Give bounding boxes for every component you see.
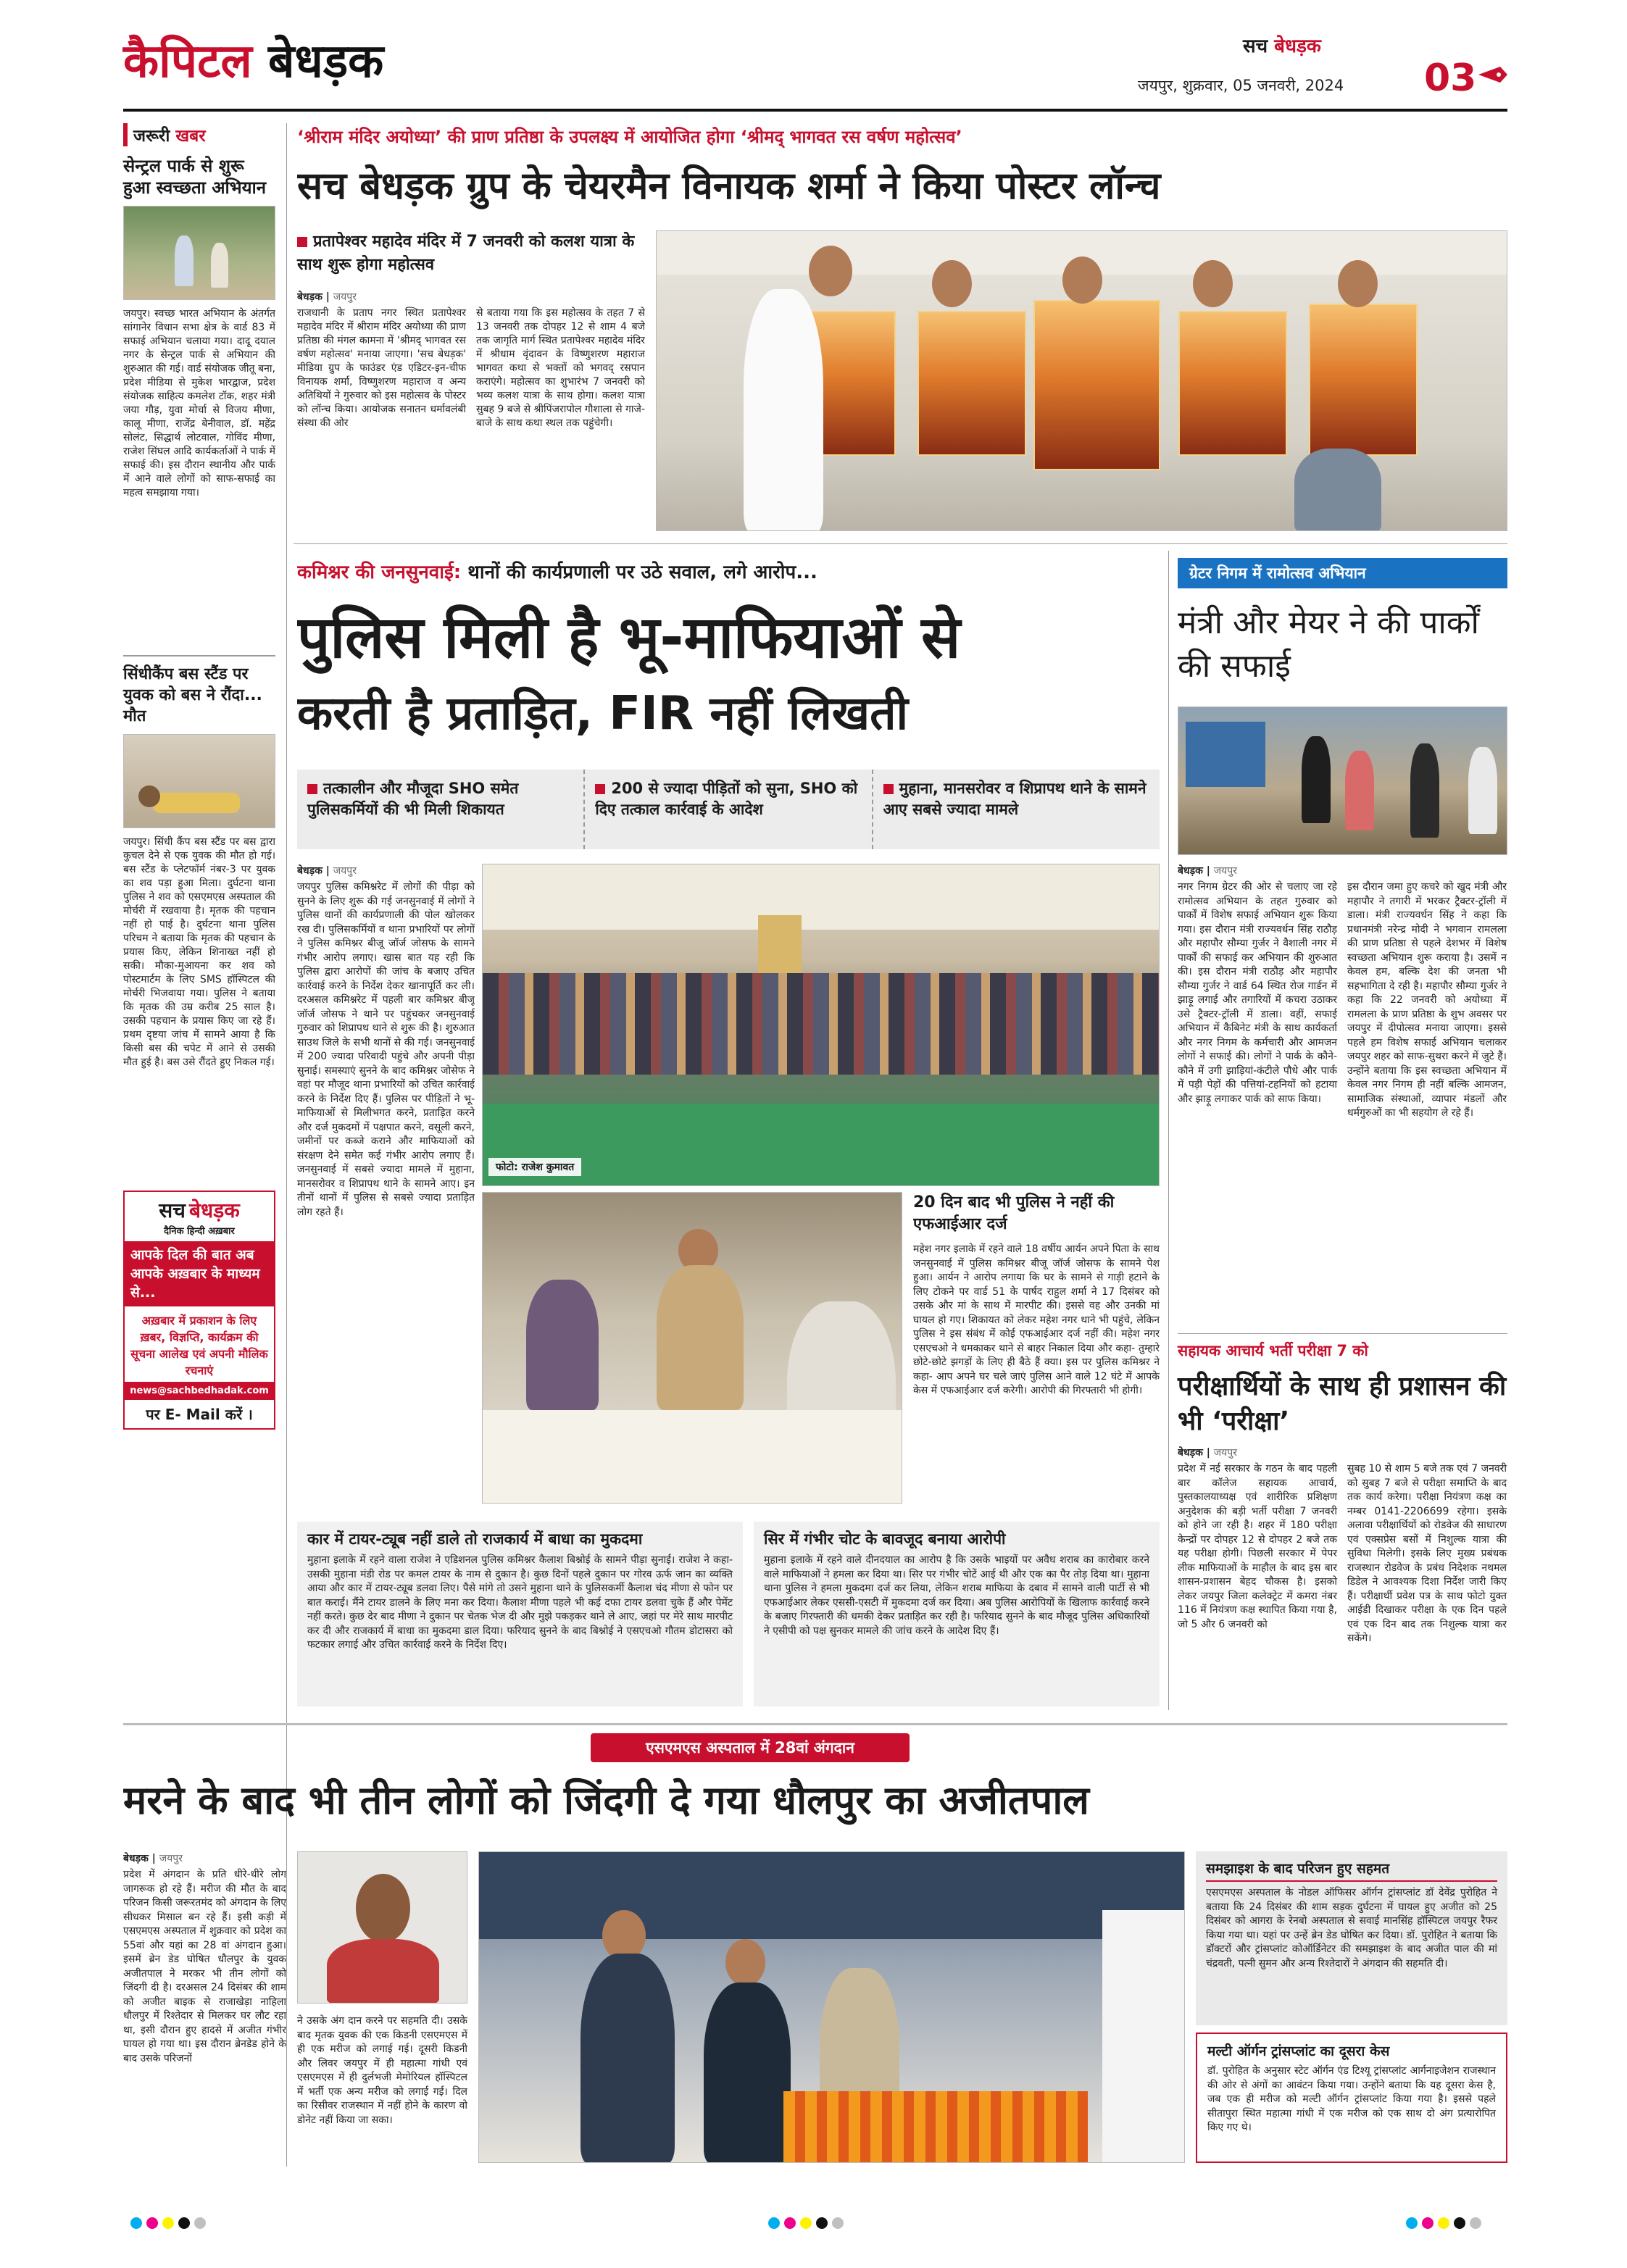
police-points	[297, 770, 1160, 849]
page-number: 03	[1424, 57, 1477, 100]
police-headline-line2[interactable]: करती है प्रताड़ित, FIR नहीं लिखती	[297, 687, 909, 741]
exam-top-rule	[1178, 1333, 1507, 1334]
police-sub2-headline[interactable]: सिर में गंभीर चोट के बावजूद बनाया आरोपी	[764, 1530, 1006, 1548]
police-sub1-body: मुहाना इलाके में रहने वाला राजेश ने एडिशनल पुलिस कमिश्नर कैलाश बिश्नोई के सामने पीड़ा सुनाई। राजेश ने कहा- उसकी मुहाना मंडी रोड पर कमल टायर के नाम से दुकान है। कुछ दिनों पहले दुकान पर गोरव ऊर्फ जान का व्यक्ति आया और कार में टायर-ट्यूब डलवा लिए। पैसे मांगे तो उसने मुहाना थाने के पुलिसकर्मी कैलाश चंद मीणा से फोन पर बात कराई। मैंने टायर डालने के लिए मना कर दिया। कैलाश मीणा पहले भी कई दफा टायर डलवा चुके हैं और पेमेंट नहीं करते। कुछ देर बाद मीणा ने दुकान पर चेतक भेज दी और मुझे पकड़कर थाने ले आए, जहां पर मेरे साथ मारपीट कर दी और राजकार्य में बाधा का मुकदमा डाल दिया। फरियाद सुनने के बाद बिश्नोई ने एसएचओ गौतम डोटासरा को फटकार लगाई और उचित कार्रवाई करने के निर्देश दिए।	[307, 1554, 733, 1651]
police-point-2	[585, 770, 873, 849]
organ-box1-body: एसएमएस अस्पताल के नोडल ऑफिसर ऑर्गन ट्रांसप्लांट डॉ देवेंद्र पुरोहित ने बताया कि 24 दिसंबर की शाम सड़क दुर्घटना में घायल हुए अजीत को 25 दिसंबर को आगरा के रेनबो अस्पताल से सवाई मानसिंह हॉस्पिटल जयपुर रैफर किया गया था। यहां पर उन्हें ब्रेन डेड घोषित कर दिया। डॉ. पुरोहित ने बताया कि डॉक्टरों और ट्रांसप्लांट कोऑर्डिनेटर की समझाइश के बाद अजीत पाल की मां चंद्रवती, पत्नी सुमन और अन्य रिश्तेदारों ने अंगदान की सहमति दी।	[1206, 1887, 1497, 1969]
byline-name: बेधड़क	[1178, 865, 1203, 877]
byline-place: जयपुर	[333, 291, 357, 303]
byline-place: जयपुर	[1213, 1447, 1237, 1459]
sidebar-story2-headline[interactable]: सिंधीकैंप बस स्टैंड पर युवक को बस ने रौंदा... मौत	[123, 665, 262, 725]
byline-place: जयपुर	[1213, 865, 1237, 877]
promo-subhead: अख़बार में प्रकाशन के लिए ख़बर, विज्ञप्ति, कार्यक्रम की सूचना आलेख एवं अपनी मौलिक रचनाएं	[130, 1314, 268, 1377]
organ-box2-title: मल्टी ऑर्गन ट्रांसप्लांट का दूसरा केस	[1207, 2043, 1390, 2059]
greater-col1: नगर निगम ग्रेटर की ओर से चलाए जा रहे रामोत्सव अभियान के तहत गुरुवार को पार्कों में विशेष सफाई अभियान शुरू किया गया। इस दौरान मंत्री राज्यवर्धन सिंह राठौड़ और महापौर सौम्या गुर्जर ने वैशाली नगर में पार्कों की सफाई कर अभियान की शुरुआत की। इस दौरान मंत्री राठौड़ और महापौर सौम्या गुर्जर ने वार्ड 64 स्थित रोज गार्डन में झाड़ू लगाई और तगारियों में कचरा उठाकर उसे ट्रैक्टर-ट्रॉली में डाला। वहीं, सफाई अभियान में कैबिनेट मंत्री के साथ कार्यकर्ता और नगर निगम के कर्मचारी और आमजन लोगों ने सफाई की। लोगों ने पार्क के कौने-कौने में उगी झाड़ियां-कंटीले पौधे और पार्क में पड़ी पेड़ों की पत्तियां-टहनियों को हटाया और झाड़ू लगाकर पार्क को साफ किया।	[1178, 881, 1337, 1105]
police-sub1	[297, 1522, 743, 1706]
lead-byline: बेधड़क | जयपुर	[297, 291, 357, 303]
greater-photo-cleaning	[1178, 706, 1507, 855]
lead-body	[297, 290, 645, 529]
right-column-divider	[1168, 551, 1169, 1710]
police-kicker-text: थानों की कार्यप्रणाली पर उठे सवाल, लगे आरोप...	[467, 562, 817, 583]
promo-email-suffix: पर E- Mail करें ।	[146, 1406, 253, 1423]
exam-col1: प्रदेश में नई सरकार के गठन के बाद पहली बार कॉलेज सहायक आचार्य, पुस्तकालयाध्यक्ष एवं शारीरिक प्रशिक्षण अनुदेशक की बड़ी भर्ती परीक्षा 7 जनवरी को होने जा रही है। शहर में 180 परीक्षा केन्द्रों पर दोपहर 12 से दोपहर 2 बजे तक यह परीक्षा होगी। पिछली सरकार में पेपर लीक माफियाओं के माहौल के बाद इस बार शासन-प्रशासन बेहद चौकस है। इसको लेकर जयपुर जिला कलेक्ट्रेट में कमरा नंबर 116 में नियंत्रण कक्ष स्थापित किया गया है, जो 5 और 6 जनवरी को	[1178, 1463, 1337, 1630]
greater-headline[interactable]: मंत्री और मेयर ने की पार्कों की सफाई	[1178, 604, 1479, 685]
organ-photo-tribute	[478, 1851, 1185, 2163]
brand-prefix: सच	[1243, 36, 1268, 57]
pen-nib-icon	[1478, 65, 1507, 84]
police-box-body: महेश नगर इलाके में रहने वाले 18 वर्षीय आर्यन अपने पिता के साथ जनसुनवाई में पुलिस कमिश्नर बीजू जॉर्ज जोसफ के सामने पेश हुआ। आर्यन ने आरोप लगाया कि घर के सामने से गाड़ी हटाने के लिए टोकने पर वार्ड 51 के पार्षद राहुल शर्मा ने 17 दिसंबर को उसके और मां के साथ में मारपीट की। इससे वह और उनकी मां घायल हो गए। शिकायत को लेकर महेश नगर थाने भी पहुंचे, लेकिन पुलिस ने इस संबंध में कोई एफआईआर दर्ज नहीं की। महेश नगर एसएचओ ने धमकाकर थाने से बाहर निकाल दिया और कहा- तुम्हारे छोटे-छोटे झगड़ों के लिए ही बैठे हैं क्या। इस पर पुलिस कमिश्नर ने कहा- आप अपने घर चले जाएं पुलिस आने वाले 12 घंटे में आपके केस में एफआईआर दर्ज करेगी। आरोपी की गिरफ्तारी भी होगी।	[913, 1243, 1160, 1396]
lead-col2: से बताया गया कि इस महोत्सव के तहत 7 से 13 जनवरी तक दोपहर 12 से शाम 4 बजे तक जागृति मार्ग स्थित प्रतापेश्वर महादेव मंदिर में श्रीधाम वृंदावन के विष्णुशरण महाराज भागवत कथा से भक्तों को भगवद् रसपान कराएंगे। महोत्सव का शुभारंभ 7 जनवरी को भव्य कलश यात्रा के साथ होगा। कलश यात्रा सुबह 9 बजे से श्रीपिंजरापोल गौशाला से गाजे-बाजे के साथ कथा स्थल तक पहुंचेगी।	[476, 307, 645, 429]
byline-name: बेधड़क	[297, 291, 323, 303]
lead-bottom-rule	[294, 543, 1507, 544]
police-point-2-text: 200 से ज्यादा पीड़ितों को सुना, SHO को दिए तत्काल कार्रवाई के आदेश	[595, 780, 858, 818]
promo-tagline: दैनिक हिन्दी अख़बार	[164, 1226, 235, 1237]
organ-col2: ने उसके अंग दान करने पर सहमति दी। उसके बाद मृतक युवक की एक किडनी एसएमएस में ही एक मरीज को लगाई गई। दूसरी किडनी और लिवर जयपुर में ही महात्मा गांधी एवं एसएमएस में ही दुर्लभजी मेमोरियल हॉस्पिटल में भर्ती एक अन्य मरीज को लगाई गई। दिल का रिसीवर राजस्थान में नहीं होने के कारण वो डोनेट नहीं किया जा सका।	[297, 2015, 467, 2126]
police-byline: बेधड़क | जयपुर	[297, 865, 357, 877]
organ-box1-title: समझाइश के बाद परिजन हुए सहमत	[1206, 1859, 1497, 1882]
police-body-column	[297, 864, 475, 1501]
registration-marks-left	[130, 2217, 210, 2232]
exam-kicker: सहायक आचार्य भर्ती परीक्षा 7 को	[1178, 1342, 1368, 1359]
organ-byline: बेधड़क | जयपुर	[123, 1853, 183, 1864]
police-photo-hearing	[482, 1192, 902, 1504]
exam-headline[interactable]: परीक्षार्थियों के साथ ही प्रशासन की भी ‘परीक्षा’	[1178, 1372, 1507, 1436]
police-kicker	[297, 558, 1160, 584]
organ-top-rule	[123, 1723, 1507, 1725]
greater-band: ग्रेटर निगम में रामोत्सव अभियान	[1178, 558, 1507, 588]
brand-suffix: बेधड़क	[1274, 36, 1321, 57]
organ-headline[interactable]: मरने के बाद भी तीन लोगों को जिंदगी दे गया धौलपुर का अजीतपाल	[123, 1777, 1089, 1823]
greater-byline: बेधड़क | जयपुर	[1178, 865, 1237, 877]
lead-col1: राजधानी के प्रताप नगर स्थित प्रतापेश्वर महादेव मंदिर में श्रीराम मंदिर अयोध्या की प्राण प्रतिष्ठा की मंगल कामना में 'श्रीमद् भागवत रस वर्षण महोत्सव' मनाया जाएगा। 'सच बेधड़क' मीडिया ग्रुप के फाउंडर एंड एडिटर-इन-चीफ विनायक शर्मा, विष्णुशरण महाराज व अन्य अतिथियों ने गुरुवार को इस महोत्सव के पोस्टर को लॉन्च किया। आयोजक सनातन धर्मावलंबी संस्था की ओर	[297, 307, 466, 429]
police-box-headline[interactable]: 20 दिन बाद भी पुलिस ने नहीं की एफआईआर दर्ज	[913, 1193, 1115, 1233]
masthead-title-part2: बेधड़क	[268, 35, 384, 88]
byline-name: बेधड़क	[1178, 1447, 1203, 1459]
sidebar-photo-park	[123, 206, 275, 300]
police-point-3	[873, 770, 1160, 849]
police-box	[913, 1192, 1160, 1504]
organ-box1	[1196, 1851, 1507, 2025]
bullet-icon	[595, 784, 605, 794]
masthead-brand	[1243, 32, 1321, 58]
bullet-icon	[307, 784, 317, 794]
organ-photo-portrait	[297, 1851, 467, 2004]
sidebar-story2-body: जयपुर। सिंधी कैंप बस स्टैंड पर बस द्वारा कुचल देने से एक युवक की मौत हो गई। बस स्टैंड के प्लेटफॉर्म नंबर-3 पर युवक का शव पड़ा हुआ मिला। दुर्घटना थाना पुलिस ने शव को एसएमएस अस्पताल की मोर्चरी में रखवाया है। मृतक की पहचान नहीं हो पाई है। दुर्घटना थाना पुलिस परिचम ने बताया कि मृतक की पहचान के प्रयास किए, लेकिन शिनाख्त नहीं हो सकी। मौका-मुआयना कर शव को पोस्टमार्टम के लिए SMS हॉस्पिटल की मोर्चरी भिजवाया गया। पुलिस ने बताया कि मृतक की उम्र करीब 25 साल है। उसकी पहचान के प्रयास किए जा रहे हैं। प्रथम दृष्टया जांच में सामने आया है कि किसी बस की चपेट में आने से उसकी मौत हुई है। बस उसे रौंदते हुए निकल गई।	[123, 836, 275, 1068]
section-label-1: जरूरी	[133, 127, 170, 146]
police-body: जयपुर पुलिस कमिश्नरेट में लोगों की पीड़ा को सुनने के लिए शुरू की गई जनसुनवाई में लोगों ने पुलिस थानों की कार्यप्रणाली की पोल खोलकर रख दी। पुलिसकर्मियों व थाना प्रभारियों पर लोगों ने पुलिस कमिश्नर बीजू जॉर्ज जोसफ के सामने गंभीर आरोप लगाए। खास बात यह रही कि पुलिस द्वारा आरोपों की जांच के बजाए उचित कार्रवाई करने के निर्देश देकर खानापूर्ति कर ली। दरअसल कमिश्नरेट में पहली बार कमिश्नर बीजू जॉर्ज जोसफ ने थाने पर पहुंचकर जनसुनवाई गुरुवार को शिप्रापथ थाने से शुरू की है। शुरुआत साउथ जिले के सभी थानों से की गई। जनसुनवाई में 200 ज्यादा परिवादी पहुंचे और अपनी पीड़ा सुनाई। समस्याएं सुनने के बाद कमिश्नर जोसेफ ने वहां पर मौजूद थाना प्रभारियों को उचित कार्रवाई करने के निर्देश दिए हैं। पुलिस पर पीड़ितों ने भू-माफियाओं से मिलीभगत करने, प्रताड़ित करने और दर्ज मुकदमों में पक्षपात करने, वसूली करने, जमीनों पर कब्जे कराने और माफियाओं को संरक्षण देने समेत कई गंभीर आरोप लगाए हैं। जनसुनवाई में सबसे ज्यादा मामले में मुहाना, मानसरोवर व शिप्रापथ थाने के सामने आए। इन तीनों थानों में पुलिस से सबसे ज्यादा प्रताड़ित लोग रहते हैं।	[297, 881, 475, 1218]
exam-col2: सुबह 10 से शाम 5 बजे तक एवं 7 जनवरी को सुबह 7 बजे से परीक्षा समाप्ति के बाद तक कार्य करेगा। परीक्षा नियंत्रण कक्ष का नम्बर 0141-2206699 रहेगा। इसके अलावा परीक्षार्थियों को रोडवेज की साधारण एवं एक्सप्रेस बसों में निशुल्क यात्रा की सुविधा मिलेगी। इसके लिए मुख्य प्रबंधक राजस्थान रोडवेज के प्रबंध निदेशक नथमल डिडेल ने आवश्यक दिशा निर्देश जारी किए हैं। परीक्षार्थी प्रवेश पत्र के साथ फोटो युक्त आईडी दिखाकर परीक्षा के एक दिन पहले एवं एक दिन बाद तक निशुल्क यात्रा कर सकेंगे।	[1347, 1463, 1507, 1644]
police-point-3-text: मुहाना, मानसरोवर व शिप्रापथ थाने के सामने आए सबसे ज्यादा मामले	[883, 780, 1147, 818]
promo-box	[123, 1191, 275, 1430]
police-photo-crowd	[482, 864, 1160, 1186]
sidebar-story1-headline[interactable]: सेन्ट्रल पार्क से शुरू हुआ स्वच्छता अभियान	[123, 156, 267, 198]
organ-box2	[1196, 2033, 1507, 2163]
lead-headline[interactable]: सच बेधड़क ग्रुप के चेयरमैन विनायक शर्मा ने किया पोस्टर लॉन्च	[297, 164, 1161, 208]
bullet-icon	[297, 237, 307, 247]
police-kicker-label: कमिश्नर की जनसुनवाई:	[297, 562, 462, 583]
lead-subhead	[297, 230, 645, 277]
exam-byline: बेधड़क | जयपुर	[1178, 1447, 1237, 1459]
organ-body-col1	[123, 1851, 286, 2163]
sidebar-story1-body: जयपुर। स्वच्छ भारत अभियान के अंतर्गत सांगानेर विधान सभा क्षेत्र के वार्ड 83 में सफाई अभियान चलाया गया। दादू दयाल नगर के सेन्ट्रल पार्क से अभियान की शुरुआत की गई। वार्ड संयोजक जीतू बना, प्रदेश मीडिया से मुकेश भारद्वाज, प्रदेश संयोजक साहित्य कमलेश टॉक, शहर मंत्री जया गौड़, युवा मोर्चा से विजय मीणा, कालू मीणा, राजेंद्र बेनीवाल, डॉ. महेंद्र सोलंट, सिद्धार्थ लोटवाल, गोविंद मीणा, राजेश सिंघल आदि कार्यकर्ताओं ने पार्क में सफाई की। इस दौरान स्थानीय और पार्क में आने वाले लोगों को साफ-सफाई का महत्व समझाया गया।	[123, 308, 275, 499]
dateline: जयपुर, शुक्रवार, 05 जनवरी, 2024	[1138, 77, 1344, 94]
exam-body	[1178, 1446, 1507, 1706]
lead-subhead-text: प्रतापेश्वर महादेव मंदिर में 7 जनवरी को कलश यात्रा के साथ शुरू होगा महोत्सव	[297, 233, 635, 274]
police-headline-line1[interactable]: पुलिस मिली है भू-माफियाओं से	[297, 604, 961, 671]
sidebar-photo-accident	[123, 734, 275, 828]
promo-brand-1: सच	[159, 1198, 186, 1222]
police-sub2	[754, 1522, 1160, 1706]
promo-brand-2: बेधड़क	[189, 1198, 240, 1222]
promo-email[interactable]: news@sachbedhadak.com	[125, 1382, 274, 1400]
bullet-icon	[883, 784, 894, 794]
organ-col1: प्रदेश में अंगदान के प्रति धीरे-धीरे लोग जागरूक हो रहे हैं। मरीज की मौत के बाद परिजन किसी जरूरतमंद को अंगदान के लिए सीधकर मिसाल बन रहे हैं। इसी कड़ी में एसएमएस अस्पताल में शुक्रवार को प्रदेश का 55वां और यहां का 28 वां अंगदान हुआ। इसमें ब्रेन डेड घोषित धौलपुर के युवक अजीतपाल ने मरकर भी तीन लोगों को जिंदगी दी है। दरअसल 24 दिसंबर की शाम को अजीत बाइक से राजाखेड़ा नाहिला धौलपुर में रिश्तेदार से मिलकर घर लौट रहा था, इसी दौरान हुए हादसे में अजीत गंभीर घायल हो गया था। इस दौरान ब्रेनडेड होने के बाद उसके परिजनों	[123, 1869, 286, 2064]
organ-band: एसएमएस अस्पताल में 28वां अंगदान	[591, 1733, 910, 1762]
greater-body	[1178, 864, 1507, 1327]
police-sub1-headline[interactable]: कार में टायर-ट्यूब नहीं डाले तो राजकार्य में बाधा का मुकदमा	[307, 1530, 643, 1548]
police-sub2-body: मुहाना इलाके में रहने वाले दीनदयाल का आरोप है कि उसके भाइयों पर अवैध शराब का कारोबार करने वाले माफियाओं ने हमला कर दिया था। सिर पर गंभीर चोटें आई थी और एक का पैर तोड़ दिया था। मुहाना थाना पुलिस ने हमला मुकदमा दर्ज कर लिया, लेकिन शराब माफिया के दबाव में सामने वाली पार्टी से भी एफआईआर लेकर एससी-एसटी में मुकदमा दर्ज कर दिया। अब पुलिस आरोपियों के खिलाफ कार्रवाई करने के बजाए गिरफ्तारी की धमकी देकर प्रताड़ित कर रही है। फरियाद सुनने के बाद मौजूद पुलिस अधिकारियों ने एसीपी को पक्ष सुनकर मामले की जांच करने के आदेश दिए हैं।	[764, 1554, 1149, 1637]
masthead-title-part1: कैपिटल	[123, 35, 252, 88]
section-label-2: खबर	[175, 127, 206, 146]
masthead	[123, 29, 1507, 109]
sidebar-section-label	[123, 123, 275, 146]
byline-name: बेधड़क	[123, 1853, 149, 1864]
greater-col2: इस दौरान जमा हुए कचरे को खुद मंत्री और महापौर ने तगारी में भरकर ट्रैक्टर-ट्रॉली में डाला। मंत्री राज्यवर्धन सिंह ने कहा कि प्रधानमंत्री नरेन्द्र मोदी ने भगवान रामलला की प्राण प्रतिष्ठा से पहले देशभर में विशेष स्वच्छता अभियान शुरू कराया है। उसमें न केवल हम, बल्कि देश की जनता भी सहभागिता दे रही है। महापौर सौम्या गुर्जर ने कहा कि 22 जनवरी को अयोध्या में रामलला के प्राण प्रतिष्ठा के शुभ अवसर पर जयपुर में दीपोत्सव मनाया जाएगा। इससे पहले हम विशेष सफाई अभियान चलाकर जयपुर शहर को साफ-सुथरा करने में जुटे हैं। उन्होंने बताया कि इस स्वच्छता अभियान में केवल नगर निगम ही नहीं बल्कि आमजन, सामाजिक संस्थाओं, व्यापार मंडलों और धर्मगुरुओं का भी सहयोग ले रहे हैं।	[1347, 881, 1507, 1119]
registration-marks-right	[1406, 2217, 1486, 2232]
promo-headline: आपके दिल की बात अब आपके अख़बार के माध्यम से...	[125, 1241, 274, 1306]
lead-kicker: ‘श्रीराम मंदिर अयोध्या’ की प्राण प्रतिष्ठा के उपलक्ष्य में आयोजित होगा ‘श्रीमद् भागवत रस वर्षण महोत्सव’	[297, 127, 962, 147]
sidebar-divider	[286, 123, 287, 2167]
byline-name: बेधड़क	[297, 865, 323, 877]
lead-photo-poster-launch	[656, 230, 1507, 531]
masthead-title	[123, 29, 383, 94]
byline-place: जयपुर	[159, 1853, 183, 1864]
masthead-rule	[123, 109, 1507, 112]
byline-place: जयपुर	[333, 865, 357, 877]
registration-marks-center	[768, 2217, 848, 2232]
organ-box2-body: डॉ. पुरोहित के अनुसार स्टेट ऑर्गन एंड टिश्यू ट्रांसप्लांट आर्गनाइजेशन राजस्थान की ओर से अंगों का आवंटन किया गया। उन्होंने बताया कि यह दूसरा केस है, जब एक ही मरीज को मल्टी ऑर्गन ट्रांसप्लांट किया गया है। इससे पहले सीतापुरा स्थित महात्मा गांधी में एक मरीज को एक साथ दो अंग प्रत्यारोपित किए गए थे।	[1207, 2065, 1496, 2133]
police-point-1-text: तत्कालीन और मौजूदा SHO समेत पुलिसकर्मियों की भी मिली शिकायत	[307, 780, 519, 818]
police-point-1	[297, 770, 585, 849]
police-photo-credit: फोटो: राजेश कुमावत	[488, 1158, 581, 1176]
